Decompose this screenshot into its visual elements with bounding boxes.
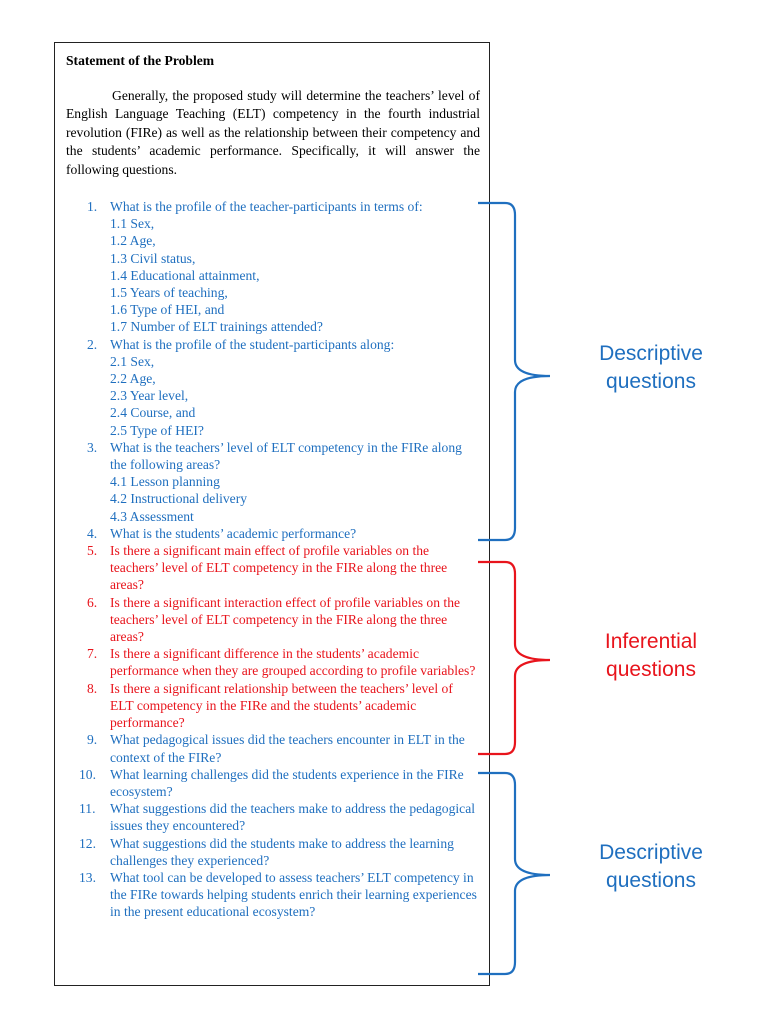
question-number: 2. <box>87 336 98 352</box>
question-number: 12. <box>79 835 96 851</box>
question-text: Is there a significant difference in the students’ academic performance when they are grouped according to profile variables? <box>110 646 476 679</box>
sub-item: 4.2 Instructional delivery <box>110 491 248 507</box>
question-number: 5. <box>87 543 98 559</box>
question-text: Is there a significant main effect of profile variables on the teachers’ level of ELT competency in the FIRe along the three areas? <box>110 543 448 593</box>
question-item <box>55 869 491 921</box>
question-text: What pedagogical issues did the teachers encounter in ELT in the context of the FIRe? <box>110 732 465 765</box>
sub-item: 4.1 Lesson planning <box>110 474 220 490</box>
question-item <box>55 645 491 679</box>
question-text: Is there a significant interaction effect of profile variables on the teachers’ level of ELT competency in the FIRe along the three areas? <box>110 594 461 645</box>
label-line: Descriptive <box>599 841 703 864</box>
sub-item: 1.4 Educational attainment, <box>110 267 260 283</box>
question-item <box>55 525 491 542</box>
question-item <box>55 198 491 215</box>
question-text: What is the profile of the student-participants along: <box>110 336 395 352</box>
sub-item: 1.5 Years of teaching, <box>110 285 228 301</box>
descriptive-label-1 <box>571 340 731 396</box>
question-number: 8. <box>87 680 98 696</box>
question-item <box>55 800 491 834</box>
question-text: What learning challenges did the students experience in the FIRe ecosystem? <box>110 766 464 799</box>
sub-item: 2.5 Type of HEI? <box>110 422 204 438</box>
sub-item: 1.6 Type of HEI, and <box>110 302 225 318</box>
inferential-label <box>571 628 731 684</box>
question-text: Is there a significant relationship between the teachers’ level of ELT competency in the FIRe and the students’ academic performance? <box>110 680 453 731</box>
question-number: 10. <box>79 766 96 782</box>
question-item <box>55 542 491 594</box>
question-number: 13. <box>79 869 96 885</box>
label-line: questions <box>606 370 696 393</box>
question-item <box>55 594 491 646</box>
question-number: 3. <box>87 439 98 455</box>
question-number: 4. <box>87 525 98 541</box>
question-item <box>55 766 491 800</box>
question-number: 7. <box>87 646 98 662</box>
label-line: questions <box>606 658 696 681</box>
question-item <box>55 680 491 732</box>
label-line: questions <box>606 869 696 892</box>
question-list <box>55 198 491 921</box>
question-item <box>55 336 491 353</box>
intro-paragraph: Generally, the proposed study will determine the teachers’ level of English Language Teaching (ELT) competency in the fourth industrial revolution (FIRe) as well as the relationship between their competency and the students’ academic performance. Specifically, it will answer the following questions. <box>66 88 480 177</box>
document-page <box>54 42 490 986</box>
sub-item: 2.1 Sex, <box>110 353 155 369</box>
question-text: What suggestions did the students make to address the learning challenges they experienced? <box>110 835 454 868</box>
section-title: Statement of the Problem <box>66 53 215 68</box>
question-item <box>55 731 491 765</box>
label-line: Inferential <box>604 630 698 653</box>
sub-item: 2.2 Age, <box>110 371 156 387</box>
question-number: 6. <box>87 594 98 610</box>
sub-item: 1.1 Sex, <box>110 216 155 232</box>
question-number: 1. <box>87 199 98 214</box>
question-text: What is the teachers’ level of ELT competency in the FIRe along the following areas? <box>110 439 462 473</box>
question-item <box>55 835 491 869</box>
sub-item: 1.2 Age, <box>110 233 156 249</box>
question-text: What suggestions did the teachers make to address the pedagogical issues they encountered? <box>110 801 476 834</box>
sub-item: 4.3 Assessment <box>110 508 194 524</box>
question-text: What tool can be developed to assess teachers’ ELT competency in the FIRe towards helping students enrich their learning experiences in the present educational ecosystem? <box>110 869 477 920</box>
sub-item: 2.4 Course, and <box>110 405 196 421</box>
question-number: 11. <box>79 801 96 817</box>
question-item <box>55 439 491 473</box>
question-text: What is the profile of the teacher-participants in terms of: <box>110 199 423 214</box>
sub-item: 1.3 Civil status, <box>110 250 196 266</box>
question-text: What is the students’ academic performance? <box>110 525 357 541</box>
sub-item: 2.3 Year level, <box>110 388 189 404</box>
label-line: Descriptive <box>599 342 703 365</box>
sub-item: 1.7 Number of ELT trainings attended? <box>110 319 323 335</box>
descriptive-label-2 <box>571 839 731 895</box>
question-number: 9. <box>87 732 98 748</box>
